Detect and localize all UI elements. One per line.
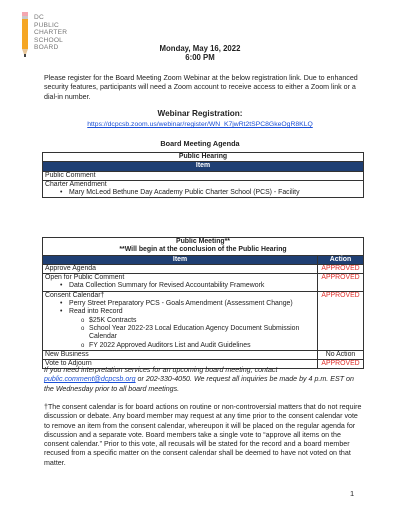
meeting-date: Monday, May 16, 2022 — [159, 44, 241, 53]
action-column-header: Action — [318, 255, 364, 264]
table-row: Public Comment — [43, 171, 364, 180]
public-hearing-title: Public Hearing — [43, 153, 364, 162]
status-badge: APPROVED — [318, 360, 364, 369]
list-item: o School Year 2022-23 Local Education Agency Document Submission Calendar — [45, 325, 315, 342]
public-meeting-table — [42, 237, 364, 369]
status-badge: APPROVED — [318, 264, 364, 273]
webinar-heading: Webinar Registration: — [157, 109, 243, 118]
table-row: Open for Public Comment • Data Collection Summary for Revised Accountability Framework APPROVED — [43, 274, 364, 292]
interpretation-notice: If you need interpretation services for an upcoming board meeting, contact public.comment@dcpcsb.org or 202-330-4050. We request all inquiries be made by 4 p.m. EST on the Wednesday prior to all board meetings. — [44, 366, 354, 393]
status-badge: APPROVED — [318, 274, 364, 292]
table-row: Vote to Adjourn APPROVED — [43, 360, 364, 369]
item-column-header: Item — [43, 255, 318, 264]
webinar-registration-link[interactable]: https://dcpcsb.zoom.us/webinar/register/WN_K7jwRt2tSPC8GkeOgR8KLQ — [87, 121, 313, 128]
logo-wordmark: DC PUBLIC CHARTER SCHOOL BOARD — [34, 14, 68, 52]
agenda-title: Board Meeting Agenda — [160, 139, 240, 148]
table-row: Charter Amendment • Mary McLeod Bethune Day Academy Public Charter School (PCS) - Facility — [43, 180, 364, 198]
list-item: • Data Collection Summary for Revised Accountability Framework — [45, 282, 315, 290]
table-row: New Business No Action — [43, 350, 364, 359]
page-number: 1 — [350, 489, 355, 498]
meeting-time: 6:00 PM — [185, 53, 215, 62]
consent-calendar-footnote: †The consent calendar is for board actions on routine or non-controversial matters that do not require discussion or debate. Any board member may request at any time prior to the consent calendar vote to remove an item from the consent calendar, whereupon it will be placed on the regular agenda for discussion and a separate vote. Board members take a single vote to “approve all items on the consent calendar.” Prior to this vote, all recusals will be stated for the record and a board member recused from a specific matter on the consent calendar shall be deemed to have not voted on that matter. — [44, 403, 362, 467]
public-hearing-item-header: Item — [43, 162, 364, 171]
list-item: • Perry Street Preparatory PCS - Goals Amendment (Assessment Change) — [45, 300, 315, 308]
table-row: Approve Agenda APPROVED — [43, 264, 364, 273]
contact-email-link[interactable]: public.comment@dcpcsb.org — [44, 375, 136, 384]
list-item: o $25K Contracts — [45, 317, 315, 325]
public-hearing-table — [42, 152, 364, 198]
list-item: o FY 2022 Approved Auditors List and Audit Guidelines — [45, 342, 315, 350]
status-badge: No Action — [318, 350, 364, 359]
registration-intro: Please register for the Board Meeting Zoom Webinar at the below registration link. Due to enhanced security features, participants will need a Zoom account to receive access to either a Zoom link or a dial-in number. — [44, 74, 358, 101]
status-badge: APPROVED — [318, 291, 364, 350]
table-row: Consent Calendar† • Perry Street Preparatory PCS - Goals Amendment (Assessment Change) • Read into Record o $25K Contracts o School Year 2022-23 Local Education Agency Document Submission Calendar o FY 2022 Approved Auditors List and Audit Guidelines APPROVED — [43, 291, 364, 350]
public-meeting-title: Public Meeting** **Will begin at the conclusion of the Public Hearing — [43, 238, 364, 256]
list-item: • Mary McLeod Bethune Day Academy Public Charter School (PCS) - Facility — [45, 189, 361, 197]
list-item: • Read into Record — [45, 308, 315, 316]
